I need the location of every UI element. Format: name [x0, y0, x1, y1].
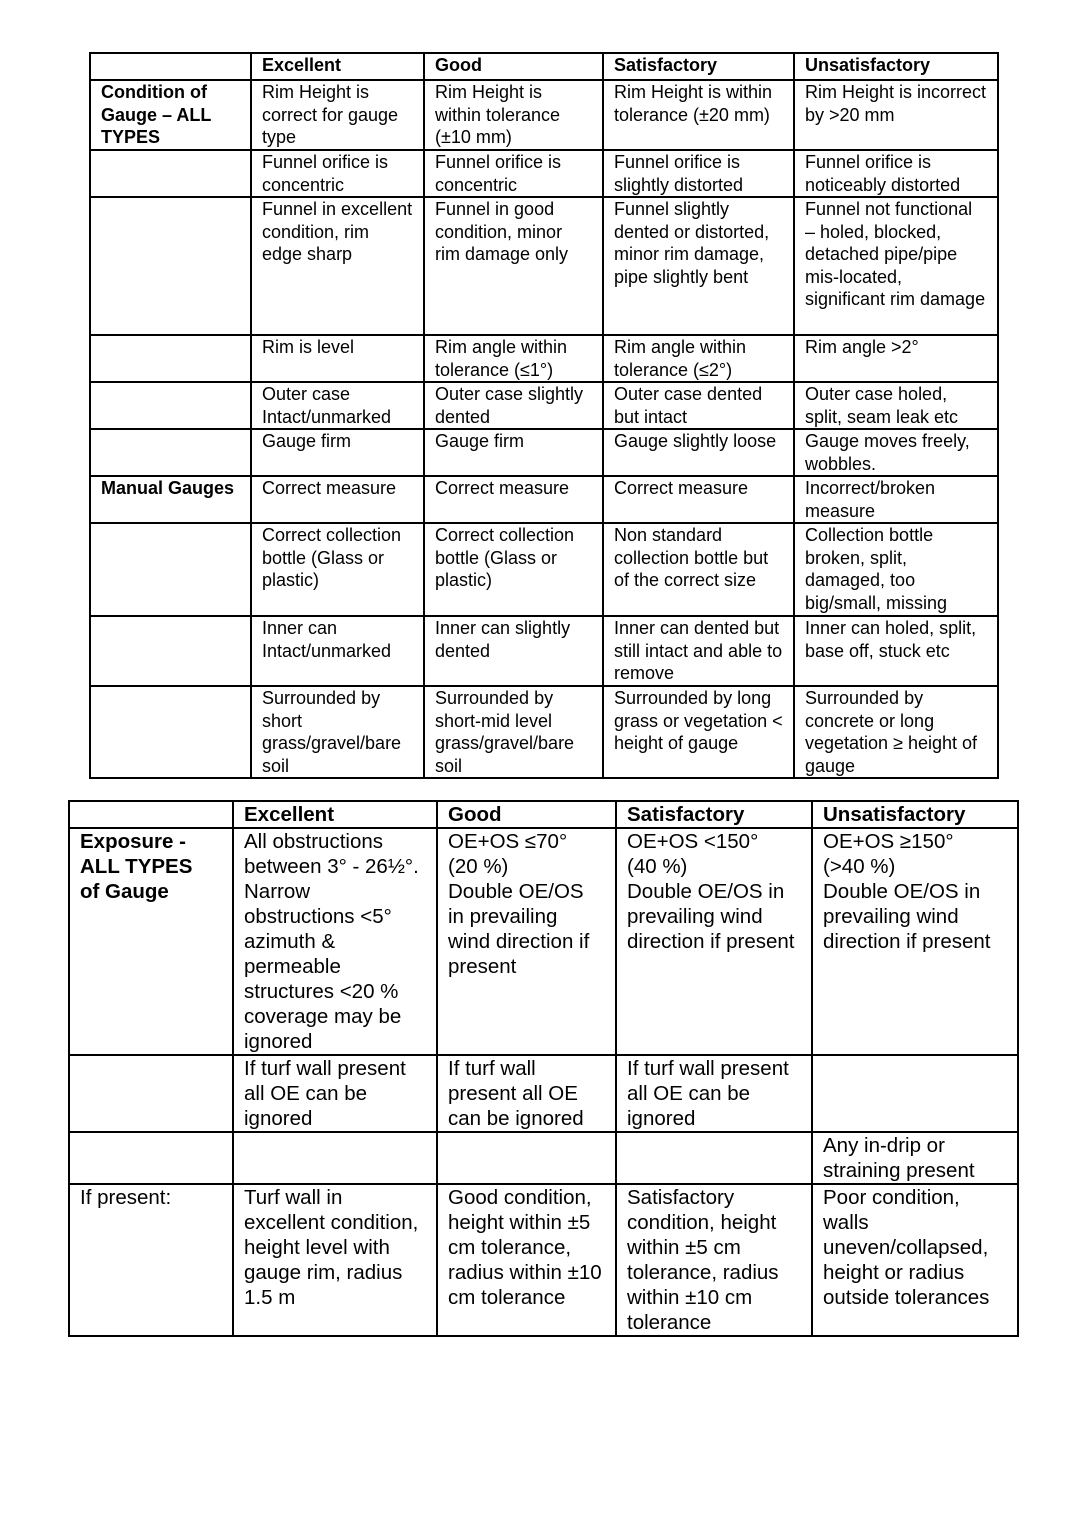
table-cell: Gauge firm	[251, 429, 424, 476]
header-cell: Excellent	[233, 801, 437, 828]
table-cell: Rim angle within tolerance (≤2°)	[603, 335, 794, 382]
table-cell: If turf wall present all OE can be ignored	[437, 1055, 616, 1132]
table-cell: Outer case holed, split, seam leak etc	[794, 382, 998, 429]
table-cell: Any in-drip or straining present	[812, 1132, 1018, 1184]
table-cell: Surrounded by long grass or vegetation < height of gauge	[603, 686, 794, 778]
table-cell: Rim is level	[251, 335, 424, 382]
table-cell	[812, 1055, 1018, 1132]
header-cell: Satisfactory	[603, 53, 794, 80]
table-cell: OE+OS ≤70° (20 %) Double OE/OS in prevailing wind direction if present	[437, 828, 616, 1055]
table-cell: Surrounded by short grass/gravel/bare soil	[251, 686, 424, 778]
table-cell: Outer case dented but intact	[603, 382, 794, 429]
table-cell: Funnel not functional – holed, blocked, detached pipe/pipe mis-located, significant rim damage	[794, 197, 998, 335]
row-label	[90, 429, 251, 476]
header-cell: Unsatisfactory	[812, 801, 1018, 828]
table-cell: Funnel in good condition, minor rim damage only	[424, 197, 603, 335]
table-cell: Funnel orifice is concentric	[424, 150, 603, 197]
header-cell: Excellent	[251, 53, 424, 80]
table-cell: Rim angle within tolerance (≤1°)	[424, 335, 603, 382]
table-row	[90, 616, 998, 686]
row-label: Exposure - ALL TYPES of Gauge	[69, 828, 233, 1055]
table-cell: Non standard collection bottle but of the correct size	[603, 523, 794, 616]
table-cell: If turf wall present all OE can be ignored	[616, 1055, 812, 1132]
row-label	[90, 335, 251, 382]
table-cell: Correct collection bottle (Glass or plastic)	[251, 523, 424, 616]
header-cell: Satisfactory	[616, 801, 812, 828]
table-row	[69, 828, 1018, 1055]
table-row	[69, 1132, 1018, 1184]
header-cell	[90, 53, 251, 80]
table-cell: Correct measure	[424, 476, 603, 523]
table-cell: Surrounded by short-mid level grass/gravel/bare soil	[424, 686, 603, 778]
table-row	[90, 523, 998, 616]
table-cell: Rim Height is incorrect by >20 mm	[794, 80, 998, 150]
row-label	[90, 686, 251, 778]
table-cell: Inner can slightly dented	[424, 616, 603, 686]
table-cell: Correct measure	[251, 476, 424, 523]
row-label	[69, 1055, 233, 1132]
row-label	[90, 523, 251, 616]
table-cell: Surrounded by concrete or long vegetation ≥ height of gauge	[794, 686, 998, 778]
table-row	[69, 1184, 1018, 1336]
row-label: Manual Gauges	[90, 476, 251, 523]
header-cell: Good	[424, 53, 603, 80]
row-label: If present:	[69, 1184, 233, 1336]
table-cell: Correct collection bottle (Glass or plastic)	[424, 523, 603, 616]
exposure-table	[68, 800, 1019, 1337]
table-row	[90, 429, 998, 476]
table-cell: If turf wall present all OE can be ignored	[233, 1055, 437, 1132]
row-label	[90, 150, 251, 197]
table-row	[90, 335, 998, 382]
table-cell: Funnel orifice is slightly distorted	[603, 150, 794, 197]
header-cell	[69, 801, 233, 828]
table-cell: Inner can Intact/unmarked	[251, 616, 424, 686]
table-row	[90, 80, 998, 150]
table-cell: OE+OS ≥150° (>40 %) Double OE/OS in prevailing wind direction if present	[812, 828, 1018, 1055]
table-cell: Gauge moves freely, wobbles.	[794, 429, 998, 476]
table-cell: Funnel slightly dented or distorted, minor rim damage, pipe slightly bent	[603, 197, 794, 335]
table-row	[90, 476, 998, 523]
table-cell: Rim angle >2°	[794, 335, 998, 382]
table-cell: Inner can holed, split, base off, stuck etc	[794, 616, 998, 686]
table-cell: Rim Height is within tolerance (±20 mm)	[603, 80, 794, 150]
table-cell: Gauge firm	[424, 429, 603, 476]
table-cell: Gauge slightly loose	[603, 429, 794, 476]
table-cell: Funnel in excellent condition, rim edge sharp	[251, 197, 424, 335]
table-row	[90, 197, 998, 335]
table-cell: Rim Height is within tolerance (±10 mm)	[424, 80, 603, 150]
table-cell	[437, 1132, 616, 1184]
table-cell: Poor condition, walls uneven/collapsed, height or radius outside tolerances	[812, 1184, 1018, 1336]
table-cell: Incorrect/broken measure	[794, 476, 998, 523]
row-label	[90, 197, 251, 335]
row-label	[90, 382, 251, 429]
table-cell: Outer case Intact/unmarked	[251, 382, 424, 429]
table-cell	[233, 1132, 437, 1184]
row-label	[90, 616, 251, 686]
table-cell: Turf wall in excellent condition, height level with gauge rim, radius 1.5 m	[233, 1184, 437, 1336]
table-cell: Good condition, height within ±5 cm tolerance, radius within ±10 cm tolerance	[437, 1184, 616, 1336]
condition-table	[89, 52, 999, 779]
row-label	[69, 1132, 233, 1184]
table-cell: Inner can dented but still intact and able to remove	[603, 616, 794, 686]
row-label: Condition of Gauge – ALL TYPES	[90, 80, 251, 150]
table-row	[90, 686, 998, 778]
table-cell: Rim Height is correct for gauge type	[251, 80, 424, 150]
table-cell: Collection bottle broken, split, damaged, too big/small, missing	[794, 523, 998, 616]
table-cell: All obstructions between 3° - 26½°. Narrow obstructions <5° azimuth & permeable structures <20 % coverage may be ignored	[233, 828, 437, 1055]
table-cell: Funnel orifice is concentric	[251, 150, 424, 197]
table-cell	[616, 1132, 812, 1184]
table-cell: Correct measure	[603, 476, 794, 523]
table-cell: OE+OS <150° (40 %) Double OE/OS in prevailing wind direction if present	[616, 828, 812, 1055]
header-row	[69, 801, 1018, 828]
table-row	[69, 1055, 1018, 1132]
table-row	[90, 150, 998, 197]
table-row	[90, 382, 998, 429]
table-cell: Outer case slightly dented	[424, 382, 603, 429]
header-cell: Unsatisfactory	[794, 53, 998, 80]
header-row	[90, 53, 998, 80]
header-cell: Good	[437, 801, 616, 828]
table-cell: Satisfactory condition, height within ±5 cm tolerance, radius within ±10 cm tolerance	[616, 1184, 812, 1336]
table-cell: Funnel orifice is noticeably distorted	[794, 150, 998, 197]
